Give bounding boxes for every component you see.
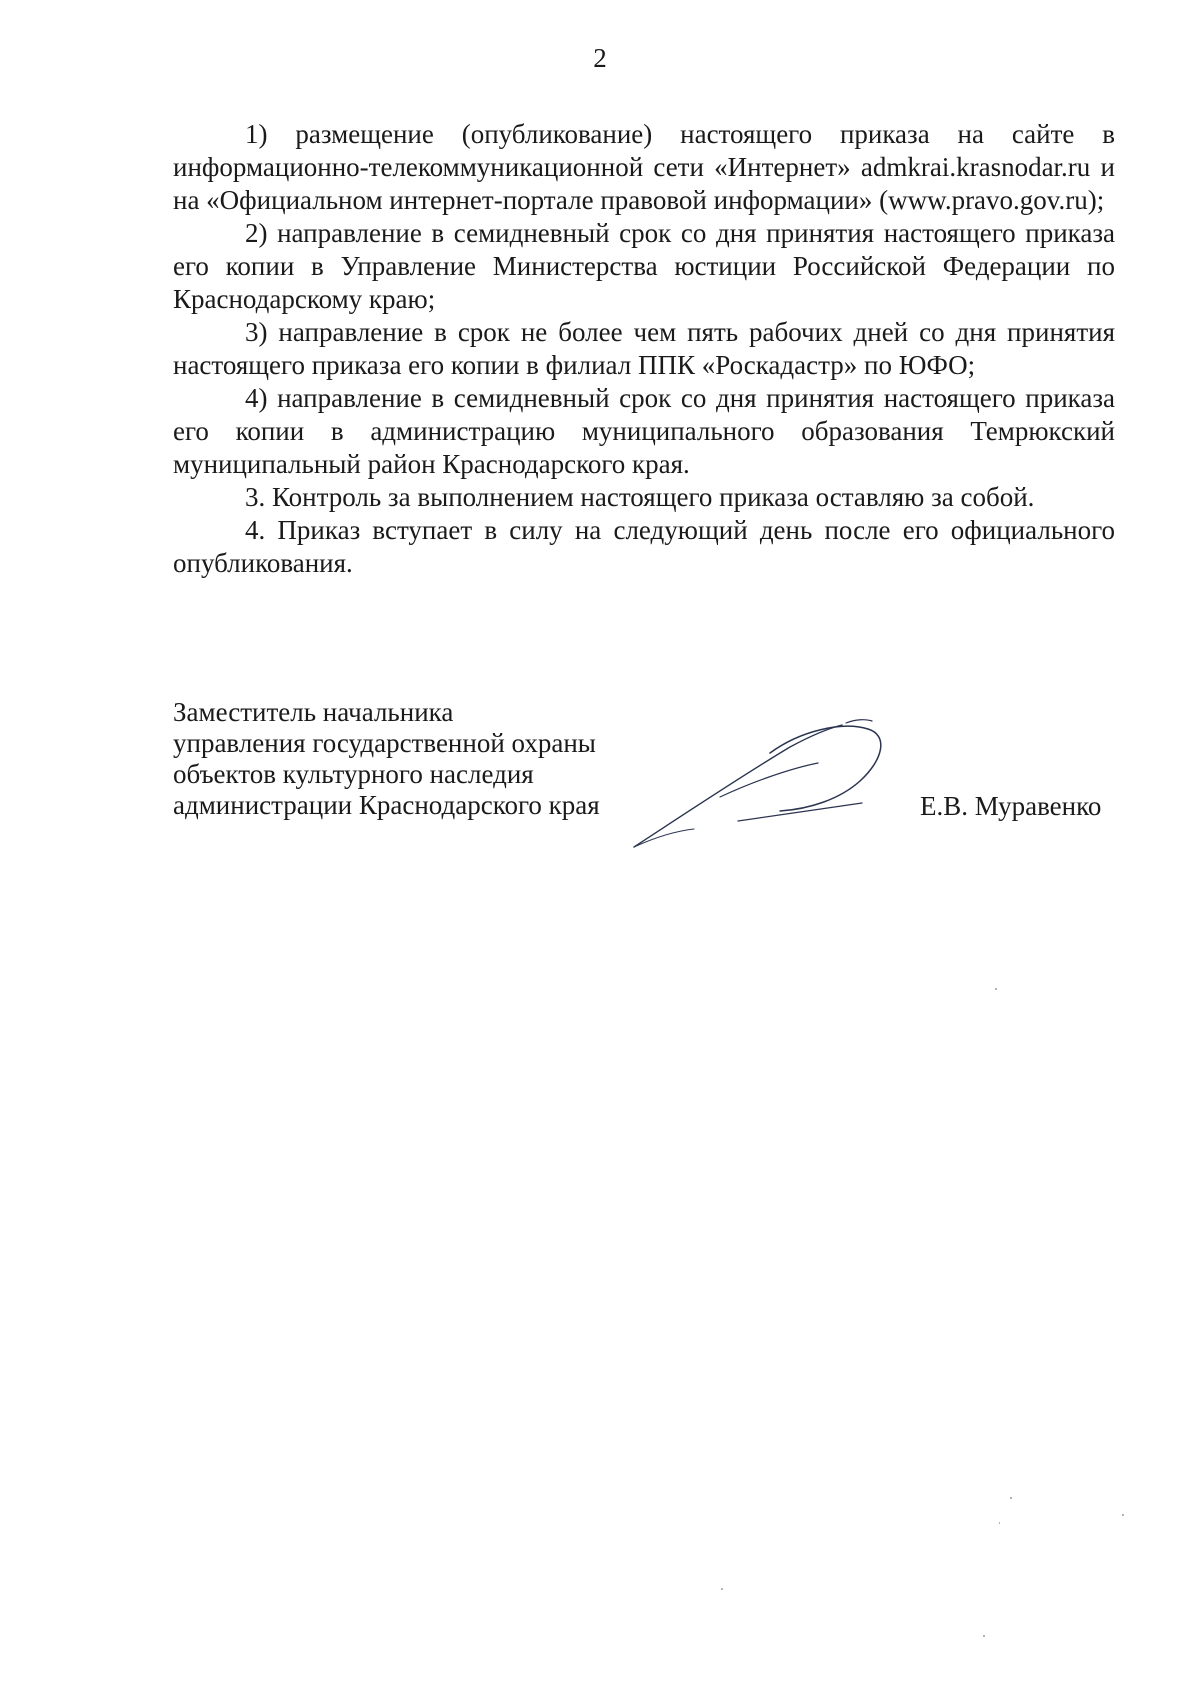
scan-speck-5 — [983, 1635, 985, 1637]
signatory-title-line-2: управления государственной охраны — [173, 728, 596, 758]
handwritten-signature-icon — [620, 713, 930, 863]
signatory-title — [173, 697, 600, 821]
paragraph-item-1-publication: 1) размещение (опубликование) настоящего приказа на сайте в информационно-телекоммуникационной сети «Интернет» admkrai.krasnodar.ru и на «Официальном интернет-портале правовой информации» (www.pravo.gov.ru); — [173, 119, 1115, 215]
page-number: 2 — [593, 43, 607, 73]
paragraph-effective-date: 4. Приказ вступает в силу на следующий день после его официального опубликования. — [173, 515, 1115, 578]
signature-stroke-flourish — [846, 720, 872, 723]
paragraph-item-2-ministry-justice: 2) направление в семидневный срок со дня принятия настоящего приказа его копии в Управление Министерства юстиции Российской Федерации по Краснодарскому краю; — [173, 218, 1115, 314]
signatory-title-line-3: объектов культурного наследия — [173, 759, 534, 789]
signatory-title-line-1: Заместитель начальника — [173, 697, 454, 727]
signature-stroke-underline — [738, 803, 862, 821]
signatory-name: Е.В. Муравенко — [920, 791, 1102, 821]
scan-speck-6 — [999, 1522, 1000, 1524]
paragraph-item-3-roskadastr: 3) направление в срок не более чем пять рабочих дней со дня принятия настоящего приказа его копии в филиал ППК «Роскадастр» по ЮФО; — [173, 317, 1115, 380]
document-body — [173, 118, 1115, 580]
scan-speck-3 — [1122, 1514, 1124, 1516]
signature-stroke-loop — [770, 726, 881, 811]
signature-stroke-main — [634, 725, 842, 847]
signature-stroke-inner — [720, 763, 818, 797]
signatory-title-line-4: администрации Краснодарского края — [173, 790, 600, 820]
signature-stroke-tail — [634, 829, 694, 847]
scan-speck-4 — [721, 1588, 723, 1590]
scan-speck-2 — [1010, 1497, 1012, 1499]
paragraph-control-clause: 3. Контроль за выполнением настоящего приказа оставляю за собой. — [245, 482, 1035, 512]
scan-speck-1 — [995, 988, 997, 990]
paragraph-item-4-temryuk: 4) направление в семидневный срок со дня принятия настоящего приказа его копии в администрацию муниципального образования Темрюкский муниципальный район Краснодарского края. — [173, 383, 1115, 479]
